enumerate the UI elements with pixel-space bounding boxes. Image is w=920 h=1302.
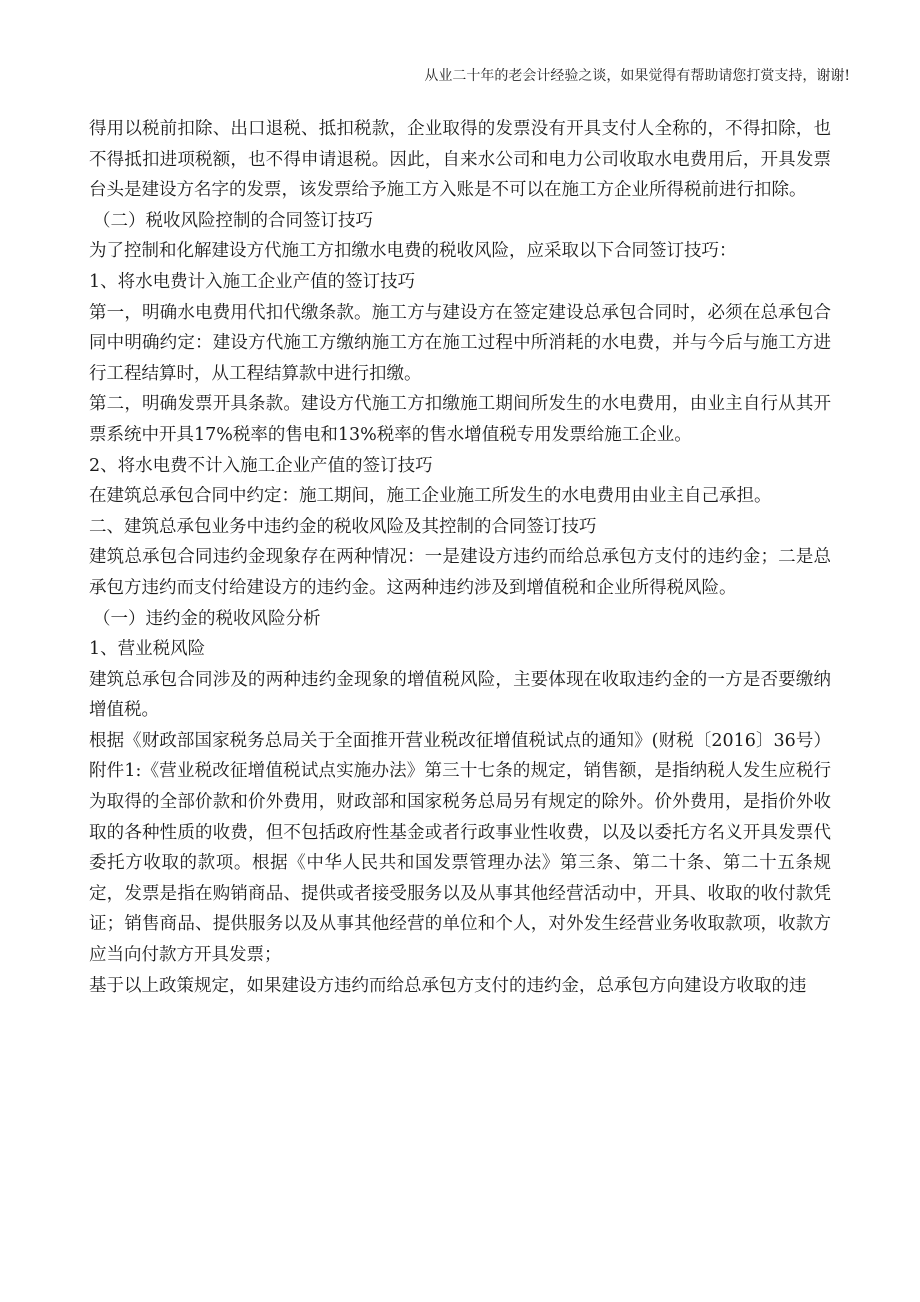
paragraph: 在建筑总承包合同中约定：施工期间，施工企业施工所发生的水电费用由业主自己承担。 bbox=[89, 486, 772, 507]
section-heading: （一）违约金的税收风险分析 bbox=[93, 608, 321, 629]
paragraph: 第二，明确发票开具条款。建设方代施工方扣缴施工期间所发生的水电费用，由业主自行从其开票系统中开具17%税率的售电和13%税率的售水增值税专用发票给施工企业。 bbox=[89, 394, 831, 445]
section-heading: （二）税收风险控制的合同签订技巧 bbox=[93, 210, 373, 231]
paragraph: 建筑总承包合同违约金现象存在两种情况：一是建设方违约而给总承包方支付的违约金；二是总承包方违约而支付给建设方的违约金。这两种违约涉及到增值税和企业所得税风险。 bbox=[89, 547, 831, 598]
section-heading: 二、建筑总承包业务中违约金的税收风险及其控制的合同签订技巧 bbox=[89, 516, 597, 537]
subsection-heading: 2、将水电费不计入施工企业产值的签订技巧 bbox=[89, 455, 433, 476]
paragraph-continuation: 得用以税前扣除、出口退税、抵扣税款，企业取得的发票没有开具支付人全称的，不得扣除，也不得抵扣进项税额，也不得申请退税。因此，自来水公司和电力公司收取水电费用后，开具发票台头是建设方名字的发票，该发票给予施工方入账是不可以在施工方企业所得税前进行扣除。 bbox=[89, 119, 831, 201]
paragraph: 建筑总承包合同涉及的两种违约金现象的增值税风险，主要体现在收取违约金的一方是否要缴纳增值税。 bbox=[89, 669, 831, 721]
paragraph: 为了控制和化解建设方代施工方扣缴水电费的税收风险，应采取以下合同签订技巧： bbox=[89, 241, 737, 262]
paragraph: 根据《财政部国家税务总局关于全面推开营业税改征增值税试点的通知》(财税〔2016〕36号）附件1:《营业税改征增值税试点实施办法》第三十七条的规定，销售额，是指纳税人发生应税行为取得的全部价款和价外费用，财政部和国家税务总局另有规定的除外。价外费用，是指价外收取的各种性质的收费，但不包括政府性基金或者行政事业性收费，以及以委托方名义开具发票代委托方收取的款项。根据《中华人民共和国发票管理办法》第三条、第二十条、第二十五条规定，发票是指在购销商品、提供或者接受服务以及从事其他经营活动中，开具、收取的收付款凭证；销售商品、提供服务以及从事其他经营的单位和个人，对外发生经营业务收取款项，收款方应当向付款方开具发票； bbox=[89, 730, 831, 966]
document-body bbox=[89, 114, 831, 1001]
header-note: 从业二十年的老会计经验之谈，如果觉得有帮助请您打赏支持，谢谢! bbox=[424, 68, 850, 84]
subsection-heading: 1、营业税风险 bbox=[89, 639, 206, 660]
paragraph: 第一，明确水电费用代扣代缴条款。施工方与建设方在签定建设总承包合同时，必须在总承包合同中明确约定：建设方代施工方缴纳施工方在施工过程中所消耗的水电费，并与今后与施工方进行工程结算时，从工程结算款中进行扣缴。 bbox=[89, 302, 831, 384]
subsection-heading: 1、将水电费计入施工企业产值的签订技巧 bbox=[89, 271, 416, 292]
paragraph: 基于以上政策规定，如果建设方违约而给总承包方支付的违约金，总承包方向建设方收取的违 bbox=[89, 975, 807, 996]
